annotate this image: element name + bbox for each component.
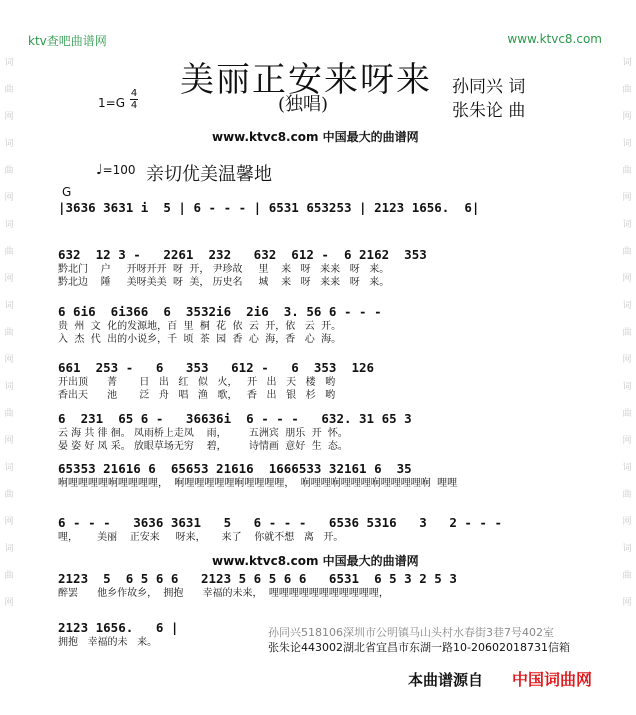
side-watermark-left <box>2 58 16 609</box>
side-watermark-char: 词 <box>4 220 14 230</box>
song-title: 美丽正安来呀来 <box>180 60 432 100</box>
side-watermark-char: 网 <box>622 193 632 203</box>
notation-line: 65353 21616 6 65653 21616 1666533 32161 6 35 <box>58 461 412 476</box>
side-watermark-char: 曲 <box>622 328 632 338</box>
side-watermark-char: 网 <box>4 517 14 527</box>
side-watermark-char: 词 <box>622 382 632 392</box>
side-watermark-char: 曲 <box>4 328 14 338</box>
side-watermark-char: 词 <box>622 220 632 230</box>
side-watermark-char: 网 <box>622 598 632 608</box>
side-watermark-char: 网 <box>4 193 14 203</box>
tempo-value: =100 <box>102 163 136 177</box>
side-watermark-char: 词 <box>622 544 632 554</box>
side-watermark-char: 网 <box>622 517 632 527</box>
score-line-2 <box>58 247 558 289</box>
chord-mark: G <box>62 185 72 199</box>
notation-line: 632 12 3 - 2261 232 632 612 - 6 2162 353 <box>58 247 427 262</box>
site-name-left: ktv查吧曲谱网 <box>28 34 107 48</box>
side-watermark-char: 曲 <box>622 571 632 581</box>
composer-credit: 张朱论 曲 <box>452 101 526 121</box>
time-signature-bottom: 4 <box>130 100 138 111</box>
source-label: 本曲谱源自 <box>408 671 484 689</box>
side-watermark-char: 词 <box>622 463 632 473</box>
side-watermark-char: 网 <box>622 112 632 122</box>
side-watermark-right <box>620 58 634 609</box>
side-watermark-char: 网 <box>4 436 14 446</box>
side-watermark-char: 曲 <box>622 490 632 500</box>
notation-line: 661 253 - 6 353 612 - 6 353 126 <box>58 360 375 375</box>
side-watermark-char: 网 <box>622 436 632 446</box>
source-site-link[interactable]: 中国词曲网 <box>512 670 593 689</box>
lyric-line: 哩， 美丽 正安来 呀来， 来了 你就不想 离 开。 <box>58 532 344 543</box>
side-watermark-char: 词 <box>4 139 14 149</box>
side-watermark-char: 网 <box>622 355 632 365</box>
site-banner-top: www.ktvc8.com 中国最大的曲谱网 <box>212 130 419 144</box>
notation-line: 2123 5 6 5 6 6 2123 5 6 5 6 6 6531 6 5 3 2 5 3 <box>58 571 457 586</box>
side-watermark-char: 网 <box>4 355 14 365</box>
score-line-7 <box>58 515 558 544</box>
side-watermark-char: 网 <box>4 598 14 608</box>
score-line-1 <box>58 200 558 216</box>
key-signature: 1=G <box>98 96 125 110</box>
side-watermark-char: 词 <box>4 58 14 68</box>
quarter-note-icon: ♩ <box>96 162 103 178</box>
side-watermark-char: 词 <box>4 382 14 392</box>
side-watermark-char: 网 <box>622 274 632 284</box>
time-signature <box>130 88 138 111</box>
notation-line: 6 - - - 3636 3631 5 6 - - - 6536 5316 3 2 - - - <box>58 515 503 530</box>
side-watermark-char: 词 <box>4 544 14 554</box>
notation-line: 6 231 65 6 - 36636i 6 - - - 632. 31 65 3 <box>58 411 412 426</box>
lyric-verse-1: 贵 州 文 化的发源地，百 里 桐 花 依 云 开，依 云 开。 <box>58 321 342 332</box>
lyric-verse-2: 晏 姿 好 凤 采。 放眼草场无穷 碧， 诗情画 意好 生 态。 <box>58 441 348 452</box>
expression-mark: 亲切优美温馨地 <box>146 164 272 185</box>
side-watermark-char: 曲 <box>622 166 632 176</box>
side-watermark-char: 词 <box>622 139 632 149</box>
lyric-verse-1: 云 海 共 徘 徊。 凤雨桥上走凤 雨， 五洲宾 朋乐 开 怀。 <box>58 428 348 439</box>
side-watermark-char: 网 <box>4 274 14 284</box>
side-watermark-char: 曲 <box>4 409 14 419</box>
lyric-verse-1: 开出顶 菁 日 出 红 似 火， 开 出 天 楼 哟 <box>58 377 336 388</box>
lyric-line: 醉罢 他乡作故乡， 拥抱 幸福的未来， 哩哩哩哩哩哩哩哩哩哩哩， <box>58 588 389 599</box>
score-line-4 <box>58 360 558 402</box>
notation-line: 2123 1656. 6 | <box>58 620 179 635</box>
notation-line: 6 6i6 6i366 6 3532i6 2i6 3. 56 6 - - - <box>58 304 382 319</box>
score-line-8 <box>58 571 558 600</box>
side-watermark-char: 曲 <box>4 571 14 581</box>
lyric-verse-2: 香出天 池 泛 舟 唱 渔 歌， 香 出 银 杉 哟 <box>58 390 336 401</box>
side-watermark-char: 曲 <box>4 166 14 176</box>
side-watermark-char: 词 <box>622 301 632 311</box>
side-watermark-char: 曲 <box>622 409 632 419</box>
lyric-line: 拥抱 幸福的未 来。 <box>58 637 158 648</box>
time-signature-top: 4 <box>130 88 138 99</box>
lyric-verse-2: 入 杰 代 出的小说乡，千 顷 茶 园 香 心 海，香 心 海。 <box>58 334 342 345</box>
score-line-3 <box>58 304 558 346</box>
side-watermark-char: 词 <box>4 463 14 473</box>
side-watermark-char: 曲 <box>4 490 14 500</box>
lyric-line: 哬哩哩哩哩哬哩哩哩哩， 哬哩哩哩哩哩哬哩哩哩哩， 哬哩哩哬哩哩哩哬哩哩哩哩哬 哩哩 <box>58 478 458 489</box>
contact-lyricist: 孙同兴518106深圳市公明镇马山头村水春街3巷7号402室 <box>268 626 554 639</box>
side-watermark-char: 曲 <box>4 247 14 257</box>
score-line-5 <box>58 411 558 453</box>
side-watermark-char: 词 <box>4 301 14 311</box>
side-watermark-char: 词 <box>622 58 632 68</box>
notation-line: |3636 3631 i 5 | 6 - - - | 6531 653253 | 2123 1656. 6| <box>58 200 480 215</box>
contact-composer: 张朱论443002湖北省宜昌市东湖一路10-20602018731信箱 <box>268 641 570 654</box>
lyric-verse-1: 黔北门 户 开呀开开 呀 开， 尹珍故 里 来 呀 来来 呀 来。 <box>58 264 390 275</box>
side-watermark-char: 曲 <box>4 85 14 95</box>
side-watermark-char: 曲 <box>622 247 632 257</box>
score-line-6 <box>58 461 558 490</box>
lyricist-credit: 孙同兴 词 <box>452 77 526 97</box>
lyric-verse-2: 黔北边 陲 美呀美美 呀 美， 历史名 城 来 呀 来来 呀 来。 <box>58 277 390 288</box>
tempo-mark <box>96 162 136 178</box>
song-subtitle: (独唱) <box>278 94 329 115</box>
side-watermark-char: 曲 <box>622 85 632 95</box>
side-watermark-char: 网 <box>4 112 14 122</box>
site-banner-middle: www.ktvc8.com 中国最大的曲谱网 <box>212 554 419 568</box>
site-url-right: www.ktvc8.com <box>507 32 602 46</box>
